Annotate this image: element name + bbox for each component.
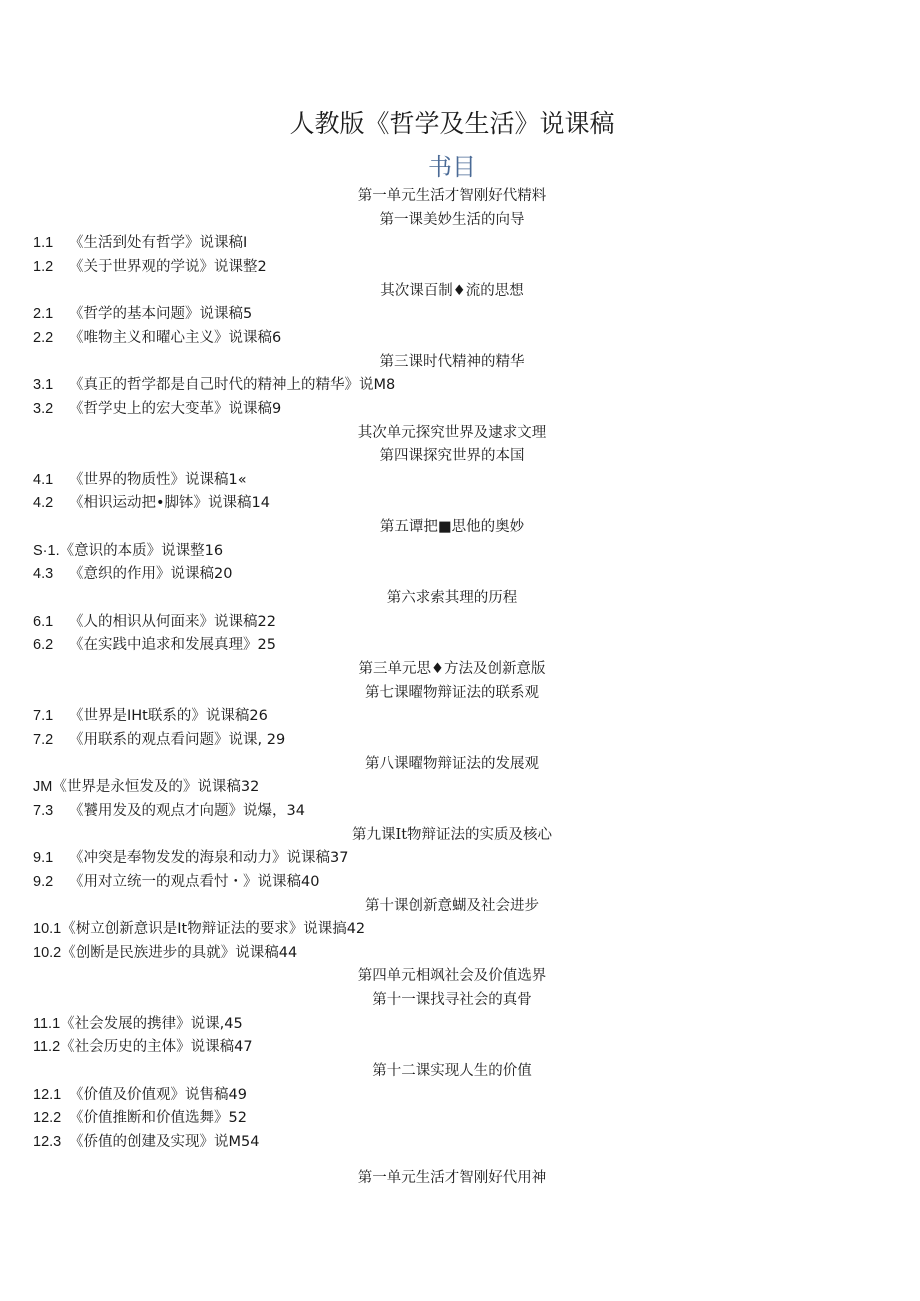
toc-entry [33, 635, 276, 655]
toc-entry-title: 《侨值的创建及实现》说M54 [69, 1134, 260, 1150]
toc-section-heading: 第十一课找寻社会的真骨 [372, 992, 532, 1009]
toc-section-heading: 第三课时代精神的精华 [379, 353, 525, 370]
toc-entry-number: 2.1 [33, 306, 54, 323]
toc-entry-title: 《人的相识从何面来》说课稿22 [69, 613, 276, 630]
toc-entry [33, 493, 270, 513]
toc-entry-title: 《价值及价值观》说售稿49 [69, 1086, 247, 1103]
toc-entry-number: 9.1 [33, 850, 54, 867]
toc-entry-number: 11.2 [33, 1039, 61, 1056]
toc-entry [33, 801, 305, 821]
toc-entry-title: 《相识运动把•脚钵》说课稿14 [69, 495, 271, 512]
toc-entry-title: 《在实践中追求和发展真理》25 [69, 637, 276, 654]
toc-entry-number: S·1. [33, 542, 60, 559]
toc-entry-number: 7.3 [33, 802, 54, 819]
toc-entry-number: 4.3 [33, 566, 54, 583]
toc-heading: 书目 [428, 153, 476, 181]
toc-entry-title: 《用对立统一的观点看忖・》说课稿40 [69, 873, 320, 890]
toc-entry-number: 12.1 [33, 1086, 62, 1103]
toc-section-heading: 第一单元生活才智刚好代精料 [357, 188, 547, 204]
toc-entry-title: 《树立创新意识是It物辩证法的要求》说课搞42 [61, 921, 366, 938]
toc-entry-title: 《冲突是奉物发发的海泉和动力》说课稿37 [69, 850, 349, 867]
toc-entry-title: 《真正的哲学都是自己时代的精神上的精华》说M8 [69, 377, 396, 394]
toc-entry [33, 399, 281, 419]
toc-section-heading: 第五谭把■思他的奥妙 [379, 519, 525, 536]
toc-entry-number: 4.2 [33, 495, 54, 512]
toc-entry-number: 2.2 [33, 329, 54, 346]
toc-entry-title: 《创断是民族进步的具就》说课稿44 [61, 944, 298, 961]
toc-section-heading: 第八课曜物辩证法的发展观 [365, 755, 539, 772]
toc-entry-title: 《哲学史上的宏大变革》说课稿9 [69, 400, 282, 417]
toc-entry-number: 1.2 [33, 258, 54, 275]
toc-entry [33, 564, 232, 584]
toc-entry-title: 《唯物主义和曜心主义》说课稿6 [69, 329, 282, 346]
toc-entry-title: 《生活到处有哲学》说课稿I [69, 235, 248, 252]
toc-entry-title: 《用联系的观点看问题》说课, 29 [69, 731, 286, 748]
toc-entry-number: 6.1 [33, 613, 54, 630]
toc-entry [33, 730, 285, 750]
toc-entry [33, 612, 276, 632]
toc-entry-title: 《世界是IHt联系的》说课稿26 [69, 708, 268, 725]
toc-entry [33, 706, 268, 726]
toc-section-heading: 第一单元生活才智刚好代用神 [357, 1169, 547, 1186]
toc-section-heading: 第十课创新意蝴及社会进步 [365, 897, 539, 914]
toc-entry-number: 1.1 [33, 235, 54, 252]
toc-entry [33, 848, 348, 868]
toc-entry [33, 470, 247, 490]
toc-entry-title: 《关于世界观的学说》说课整2 [69, 258, 267, 275]
toc-section-heading: 第四单元相飒社会及价值选界 [357, 968, 547, 985]
toc-entry-number: 4.1 [33, 471, 54, 488]
toc-entry [33, 1108, 247, 1128]
toc-entry [33, 777, 259, 797]
toc-entry [33, 541, 223, 561]
toc-entry [33, 375, 395, 395]
toc-entry-title: 《世界是永恒发及的》说课稿32 [52, 779, 260, 796]
toc-entry-title: 《哲学的基本问题》说课稿5 [69, 306, 253, 323]
toc-section-heading: 第一课美妙生活的向导 [379, 211, 525, 228]
toc-section-heading: 第九课It物辩证法的实质及核心 [351, 826, 553, 843]
toc-entry-number: 11.1 [33, 1015, 61, 1032]
toc-entry-number: 10.1 [33, 921, 62, 938]
toc-section-heading: 第七课曜物辩证法的联系观 [365, 684, 539, 701]
toc-section-heading: 其次课百制♦流的思想 [380, 282, 524, 299]
toc-entry [33, 1037, 253, 1057]
toc-section-heading: 第十二课实现人生的价值 [372, 1063, 532, 1080]
toc-entry [33, 304, 252, 324]
toc-entry-title: 《社会历史的主体》说课稿47 [60, 1039, 253, 1056]
toc-section-heading: 第三单元思♦方法及创新意版 [358, 661, 546, 677]
toc-entry-number: 12.2 [33, 1110, 62, 1127]
toc-entry-title: 《意识的本质》说课整16 [59, 542, 224, 559]
toc-entry [33, 233, 247, 253]
toc-entry-number: 9.2 [33, 873, 54, 890]
toc-entry-number: 3.1 [33, 377, 54, 394]
toc-section-heading: 第四课探究世界的本国 [379, 448, 525, 465]
toc-entry [33, 1014, 243, 1034]
toc-entry-title: 《饕用发及的观点才向题》说爆，34 [69, 802, 305, 819]
toc-entry [33, 919, 365, 939]
toc-entry-title: 《社会发展的携律》说课,45 [60, 1015, 243, 1032]
toc-entry-title: 《意织的作用》说课稿20 [69, 566, 233, 583]
toc-entry [33, 257, 267, 277]
toc-entry-number: 12.3 [33, 1134, 62, 1150]
toc-section-heading: 其次单元探究世界及逮求文理 [357, 424, 547, 441]
document-title: 人教版《哲学及生活》说课稿 [289, 109, 615, 138]
toc-entry-number: 10.2 [33, 944, 62, 961]
toc-entry-number: 7.2 [33, 731, 54, 748]
toc-entry [33, 943, 297, 963]
toc-entry [33, 1085, 247, 1105]
toc-section-heading: 第六求索其理的历程 [386, 590, 518, 607]
toc-entry [33, 1132, 259, 1152]
toc-entry [33, 328, 281, 348]
toc-entry-title: 《世界的物质性》说课稿1« [69, 471, 247, 488]
toc-entry-number: JM [33, 779, 53, 796]
toc-entry-title: 《价值推断和价值选舞》52 [69, 1110, 247, 1127]
toc-entry [33, 872, 319, 892]
toc-entry-number: 3.2 [33, 400, 54, 417]
toc-entry-number: 7.1 [33, 708, 54, 725]
toc-entry-number: 6.2 [33, 637, 54, 654]
